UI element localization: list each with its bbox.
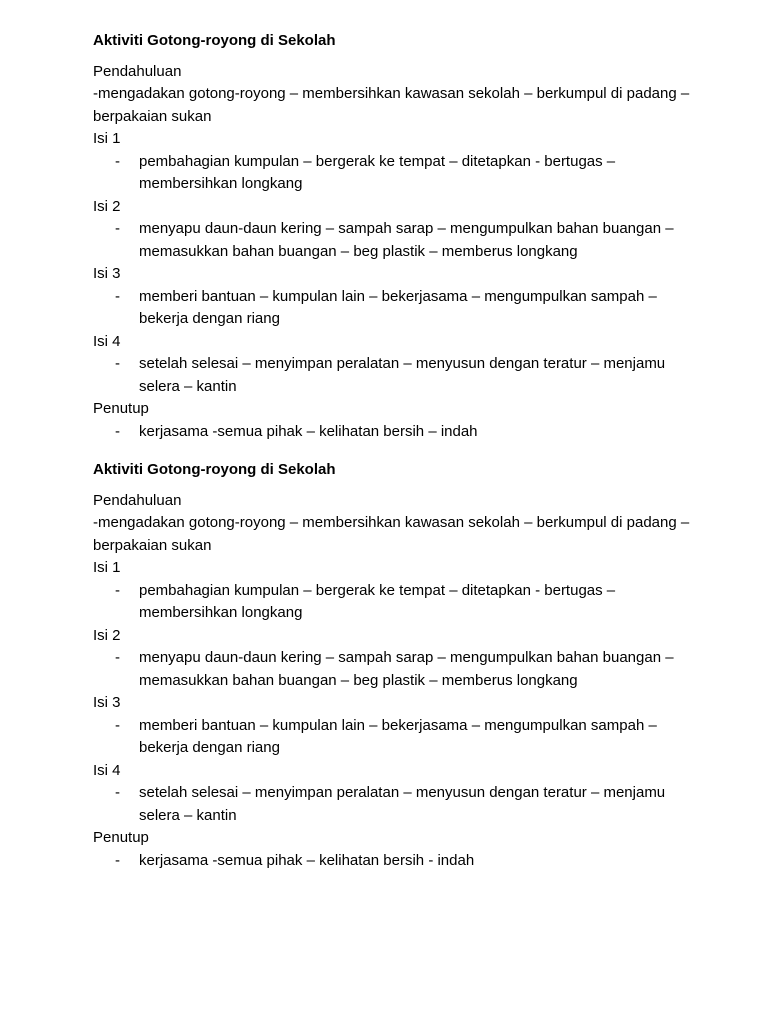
- bullet-item: [93, 647, 708, 692]
- bullet-text: memberi bantuan – kumpulan lain – bekerjasama – mengumpulkan sampah – bekerja dengan riang: [139, 287, 657, 327]
- bullet-text: kerjasama -semua pihak – kelihatan bersih - indah: [139, 851, 475, 869]
- bullet-marker: -: [115, 422, 120, 440]
- bullet-item: [93, 286, 708, 331]
- outline-title: Aktiviti Gotong-royong di Sekolah: [93, 461, 336, 478]
- essay-outline-block: [93, 30, 708, 443]
- section-heading: Isi 1: [93, 559, 121, 576]
- bullet-item: [93, 715, 708, 760]
- intro-text: -mengadakan gotong-royong – membersihkan kawasan sekolah – berkumpul di padang – berpakaian sukan: [93, 514, 690, 554]
- bullet-text: pembahagian kumpulan – bergerak ke tempat – ditetapkan - bertugas – membersihkan longkang: [139, 152, 616, 192]
- bullet-item: [93, 353, 708, 398]
- intro-heading: Pendahuluan: [93, 62, 182, 80]
- section-heading: Isi 2: [93, 197, 121, 215]
- section-heading: Isi 3: [93, 694, 121, 711]
- bullet-marker: -: [115, 355, 120, 372]
- section-heading: Isi 1: [93, 130, 121, 147]
- section-heading: Penutup: [93, 829, 149, 846]
- outline-title: Aktiviti Gotong-royong di Sekolah: [93, 32, 336, 49]
- section-heading: Isi 4: [93, 761, 121, 779]
- intro-heading: Pendahuluan: [93, 491, 182, 509]
- bullet-text: menyapu daun-daun kering – sampah sarap – mengumpulkan bahan buangan – memasukkan bahan buangan – beg plastik – memberus longkang: [139, 220, 674, 260]
- bullet-marker: -: [115, 851, 120, 869]
- bullet-item: [93, 421, 708, 444]
- bullet-marker: -: [115, 220, 120, 237]
- section-heading: Isi 4: [93, 332, 121, 350]
- bullet-item: [93, 782, 708, 827]
- bullet-marker: -: [115, 784, 120, 801]
- section-heading: Isi 2: [93, 626, 121, 644]
- section-heading: Isi 3: [93, 265, 121, 282]
- bullet-text: setelah selesai – menyimpan peralatan – menyusun dengan teratur – menjamu selera – kantin: [139, 355, 666, 395]
- bullet-marker: -: [115, 581, 120, 599]
- bullet-marker: -: [115, 716, 120, 734]
- bullet-marker: -: [115, 649, 120, 666]
- bullet-item: [93, 151, 708, 196]
- bullet-text: menyapu daun-daun kering – sampah sarap – mengumpulkan bahan buangan – memasukkan bahan buangan – beg plastik – memberus longkang: [139, 649, 674, 689]
- bullet-item: [93, 580, 708, 625]
- bullet-marker: -: [115, 152, 120, 170]
- bullet-item: [93, 850, 708, 873]
- bullet-text: pembahagian kumpulan – bergerak ke tempat – ditetapkan - bertugas – membersihkan longkang: [139, 581, 616, 621]
- intro-text: -mengadakan gotong-royong – membersihkan kawasan sekolah – berkumpul di padang – berpakaian sukan: [93, 85, 690, 125]
- section-heading: Penutup: [93, 400, 149, 417]
- bullet-text: setelah selesai – menyimpan peralatan – menyusun dengan teratur – menjamu selera – kantin: [139, 784, 666, 824]
- bullet-marker: -: [115, 287, 120, 305]
- bullet-text: kerjasama -semua pihak – kelihatan bersih – indah: [139, 422, 478, 440]
- bullet-item: [93, 218, 708, 263]
- bullet-text: memberi bantuan – kumpulan lain – bekerjasama – mengumpulkan sampah – bekerja dengan riang: [139, 716, 657, 756]
- essay-outline-block: [93, 459, 708, 872]
